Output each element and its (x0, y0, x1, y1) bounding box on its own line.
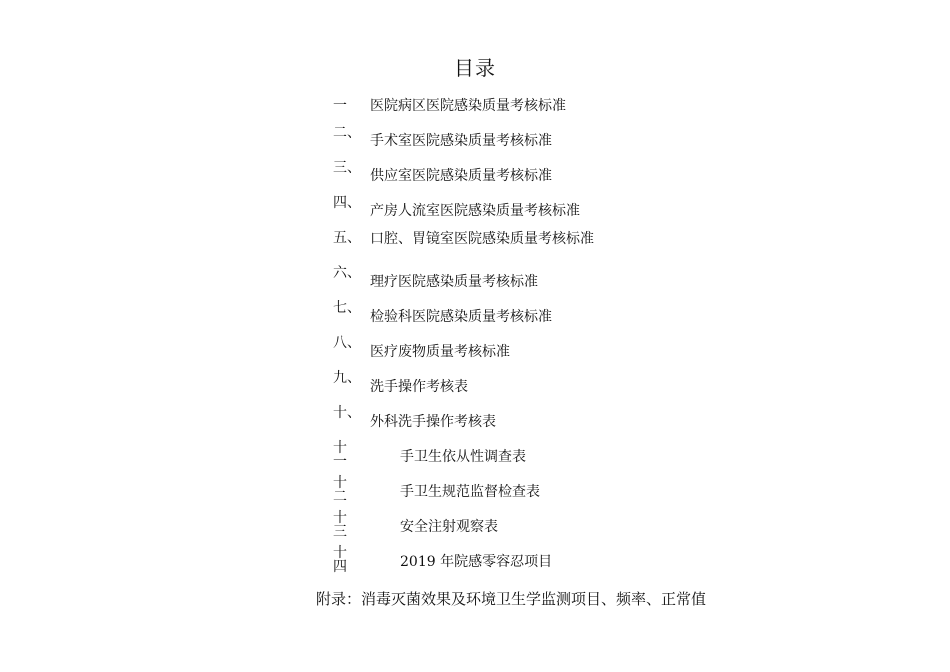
toc-number: 十四 (333, 545, 347, 575)
toc-number: 三、 (333, 160, 361, 176)
toc-entry-text: 口腔、胃镜室医院感染质量考核标准 (370, 231, 594, 247)
toc-entry-text: 外科洗手操作考核表 (370, 414, 496, 430)
toc-number: 十、 (333, 405, 361, 421)
toc-number: 一 (333, 98, 347, 114)
toc-entry-text: 2019 年院感零容忍项目 (400, 554, 553, 570)
appendix-line: 附录：消毒灭菌效果及环境卫生学监测项目、频率、正常值 (316, 590, 707, 608)
toc-entry-text: 手卫生依从性调查表 (400, 449, 526, 465)
toc-number: 六、 (333, 265, 361, 281)
toc-entry-text: 手卫生规范监督检查表 (400, 484, 540, 500)
toc-title: 目录 (454, 56, 496, 80)
toc-entry-text: 检验科医院感染质量考核标准 (370, 309, 552, 325)
toc-number: 九、 (333, 370, 361, 386)
toc-number: 四、 (333, 195, 361, 211)
toc-entry-text: 理疗医院感染质量考核标准 (370, 274, 538, 290)
toc-entry-text: 手术室医院感染质量考核标准 (370, 133, 552, 149)
toc-entry-text: 安全注射观察表 (400, 519, 498, 535)
toc-number: 十三 (333, 510, 347, 540)
toc-entry-text: 洗手操作考核表 (370, 379, 468, 395)
toc-number: 八、 (333, 335, 361, 351)
toc-entry-text: 供应室医院感染质量考核标准 (370, 168, 552, 184)
toc-entry-text: 产房人流室医院感染质量考核标准 (370, 203, 580, 219)
toc-number: 十二 (333, 475, 347, 505)
toc-number: 十一 (333, 440, 347, 470)
toc-entry-text: 医院病区医院感染质量考核标准 (370, 98, 566, 114)
toc-entry-text: 医疗废物质量考核标准 (370, 344, 510, 360)
toc-number: 二、 (333, 125, 361, 141)
toc-number: 七、 (333, 300, 361, 316)
toc-number: 五、 (333, 230, 361, 246)
